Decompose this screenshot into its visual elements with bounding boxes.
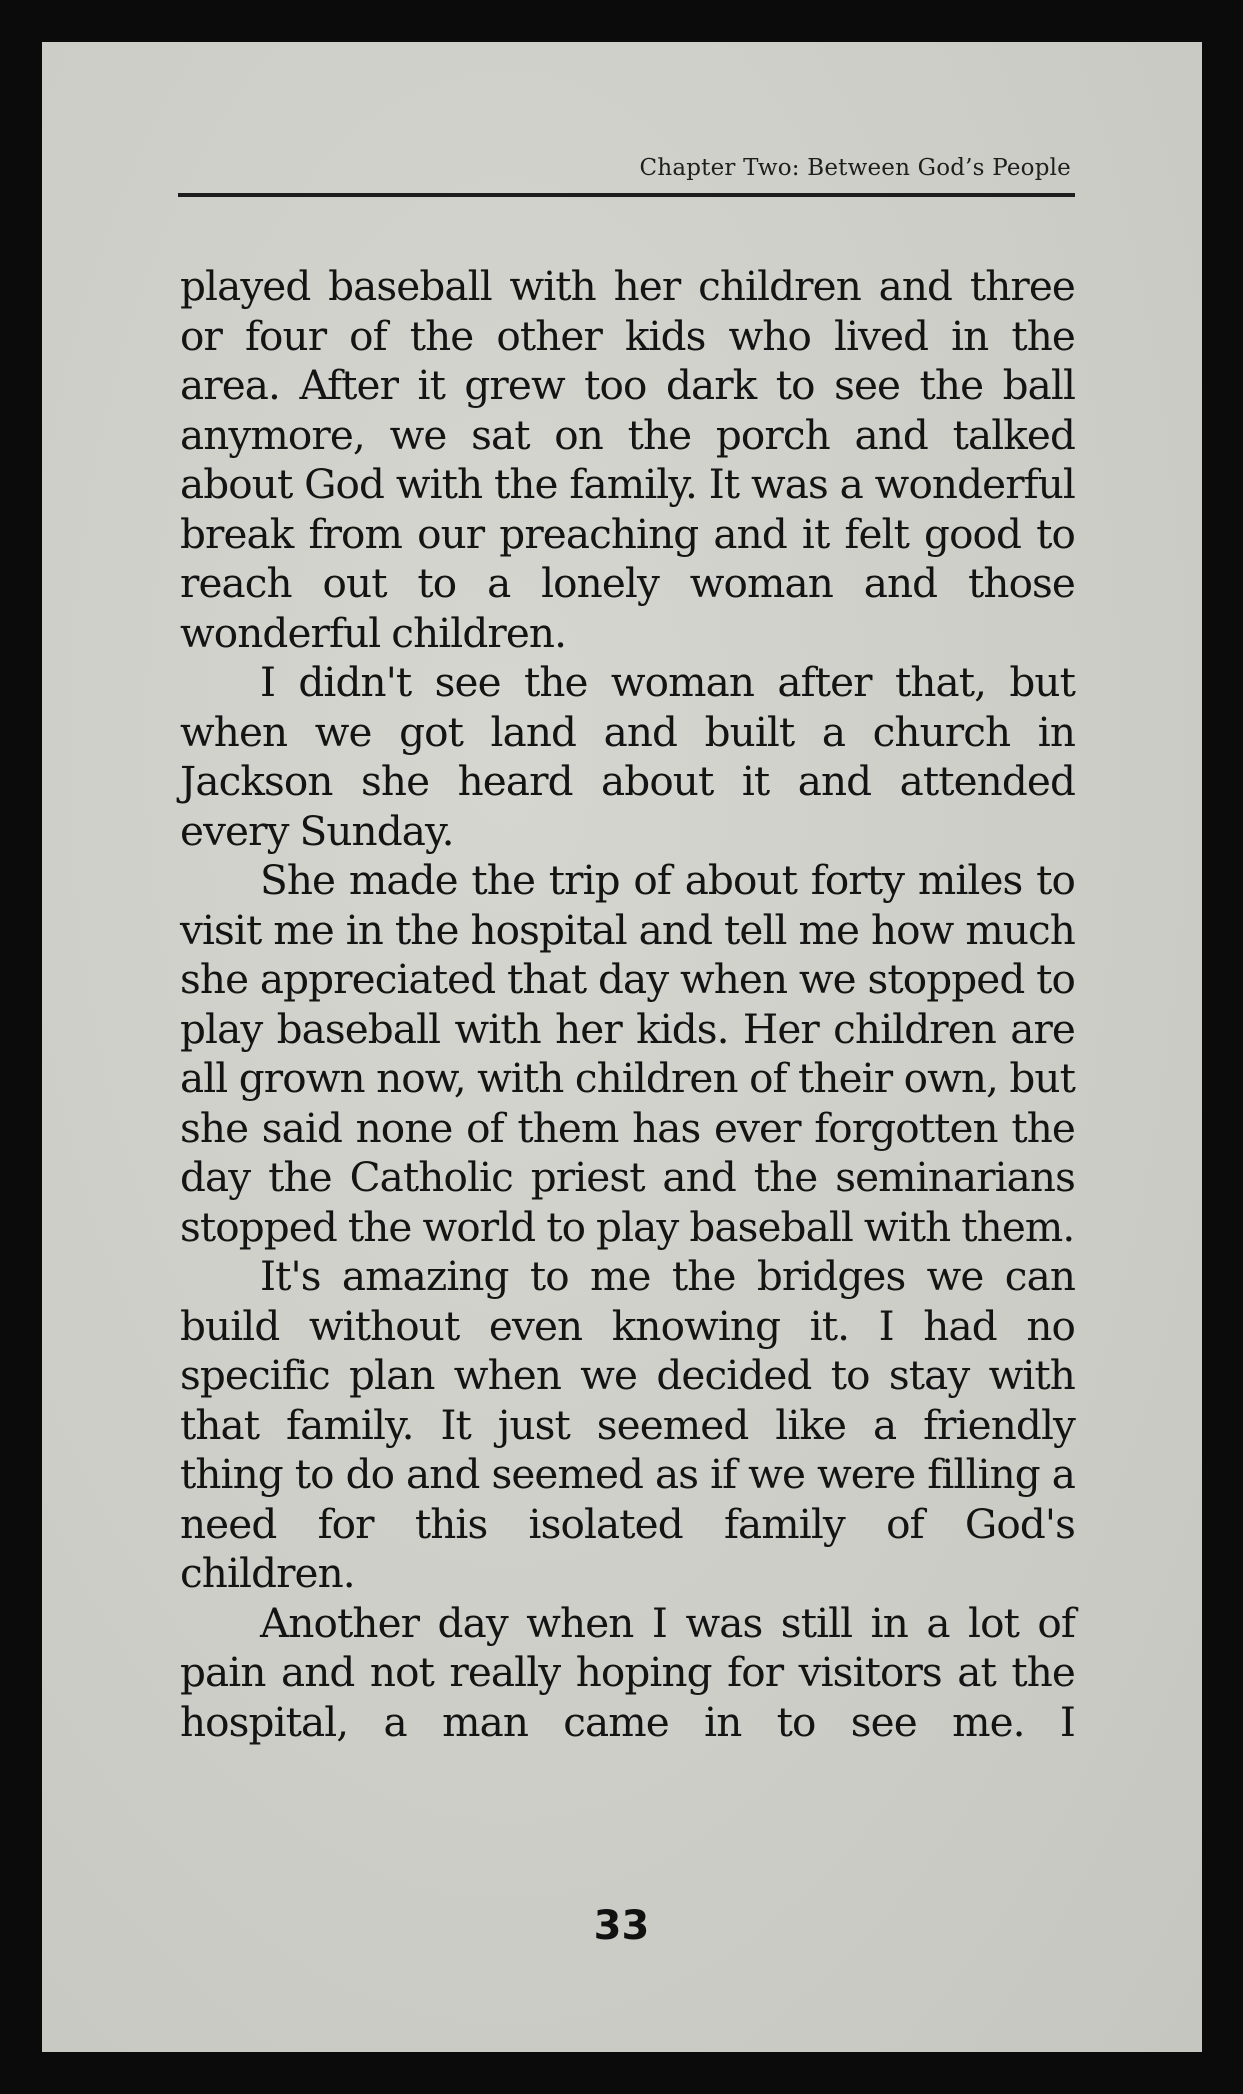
running-header bbox=[178, 155, 1075, 195]
page-number: 33 bbox=[593, 1903, 650, 1949]
body-text bbox=[180, 262, 1075, 1747]
paragraph-4: It's amazing to me the bridges we can build without even knowing it. I had no specific plan when we decided to stay with that family. It just seemed like a friendly thing to do and seemed as if we were filling a need for this isolated family of God's children. bbox=[180, 1252, 1075, 1597]
paragraph-2: I didn't see the woman after that, but when we got land and built a church in Jackson she heard about it and attended every Sunday. bbox=[180, 658, 1075, 855]
running-title: Chapter Two: Between God’s People bbox=[639, 155, 1071, 181]
header-rule bbox=[178, 193, 1075, 197]
paragraph-3: She made the trip of about forty miles to visit me in the hospital and tell me how much she appreciated that day when we stopped to play baseball with her kids. Her children are all grown now, with children of their own, but she said none of them has ever forgotten the day the Catholic priest and the seminarians stopped the world to play baseball with them. bbox=[180, 856, 1075, 1251]
paragraph-1: played baseball with her children and three or four of the other kids who lived in the area. After it grew too dark to see the ball anymore, we sat on the porch and talked about God with the family. It was a wonderful break from our preaching and it felt good to reach out to a lonely woman and those wonderful children. bbox=[180, 262, 1075, 657]
paragraph-5: Another day when I was still in a lot of pain and not really hoping for visitors at the hospital, a man came in to see me. I bbox=[180, 1598, 1075, 1746]
